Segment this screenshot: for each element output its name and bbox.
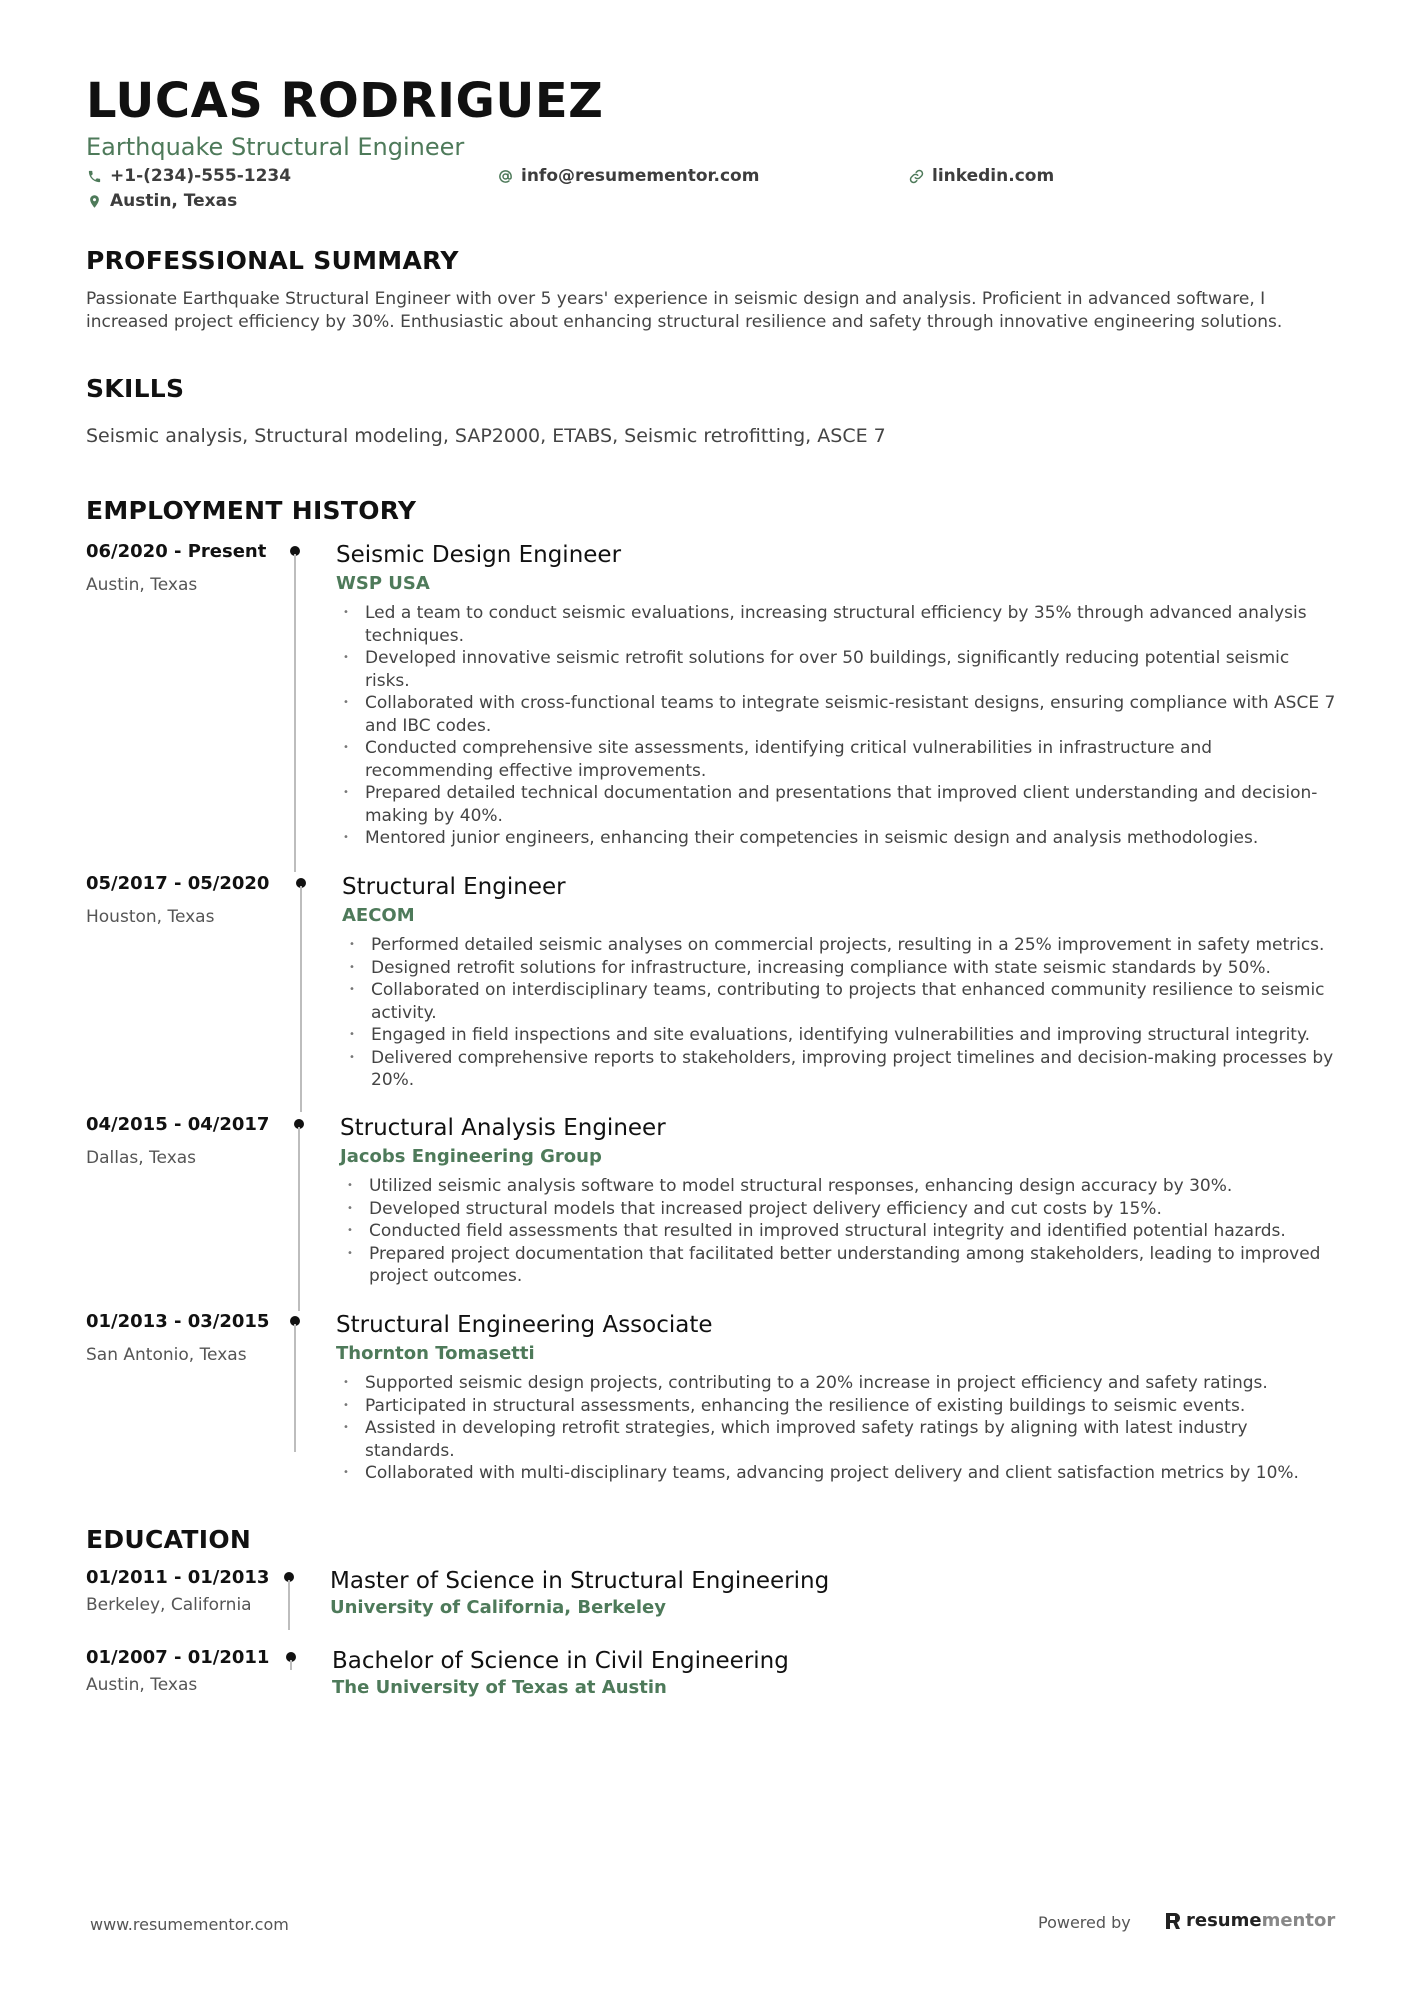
job-date: 01/2013 - 03/2015 bbox=[86, 1311, 270, 1332]
job-title: Seismic Design Engineer bbox=[336, 542, 622, 568]
list-item: • Conducted field assessments that resulted in improved structural integrity and identified potential hazards. bbox=[340, 1220, 1340, 1243]
timeline-line bbox=[288, 1580, 290, 1630]
education-details bbox=[332, 1646, 1332, 1700]
brand-logo bbox=[1164, 1908, 1335, 1934]
list-item: • Assisted in developing retrofit strategies, which improved safety ratings by aligning with latest industry standards. bbox=[336, 1417, 1336, 1462]
list-item: • Delivered comprehensive reports to stakeholders, improving project timelines and decision-making processes by 20%. bbox=[342, 1047, 1342, 1092]
phone-icon bbox=[86, 168, 103, 185]
contact-phone bbox=[86, 165, 291, 187]
list-item: • Participated in structural assessments, enhancing the resilience of existing buildings to seismic events. bbox=[336, 1395, 1336, 1418]
job-title: Structural Engineering Associate bbox=[336, 1312, 713, 1338]
summary-line: increased project efficiency by 30%. Enthusiastic about enhancing structural resilience and safety through innovative engineering solutions. bbox=[86, 311, 1283, 332]
summary-heading: PROFESSIONAL SUMMARY bbox=[86, 246, 459, 275]
brand-name-part2: mentor bbox=[1261, 1910, 1336, 1931]
job-location: Dallas, Texas bbox=[86, 1148, 197, 1168]
location-text: Austin, Texas bbox=[110, 191, 238, 211]
job-meta bbox=[86, 540, 286, 596]
job-bullets bbox=[340, 1175, 1340, 1288]
link-icon bbox=[908, 168, 925, 185]
skills-heading: SKILLS bbox=[86, 374, 185, 403]
job-bullets bbox=[336, 602, 1336, 850]
education-meta bbox=[86, 1646, 286, 1696]
job-title: Structural Engineer bbox=[342, 874, 566, 900]
education-location: Austin, Texas bbox=[86, 1675, 198, 1695]
footer-url[interactable]: www.resumementor.com bbox=[90, 1915, 289, 1934]
job-meta bbox=[86, 1310, 286, 1366]
list-item: • Prepared detailed technical documentation and presentations that improved client understanding and decision-making by 40%. bbox=[336, 782, 1336, 827]
job-date: 06/2020 - Present bbox=[86, 541, 267, 562]
list-item: • Mentored junior engineers, enhancing their competencies in seismic design and analysis methodologies. bbox=[336, 827, 1336, 850]
job-title: Structural Analysis Engineer bbox=[340, 1115, 666, 1141]
job-bullets bbox=[342, 934, 1342, 1092]
job-meta bbox=[86, 1113, 286, 1169]
job-details bbox=[340, 1113, 1340, 1288]
education-meta bbox=[86, 1566, 286, 1616]
list-item: • Engaged in field inspections and site evaluations, identifying vulnerabilities and improving structural integrity. bbox=[342, 1024, 1342, 1047]
education-details bbox=[330, 1566, 1330, 1620]
list-item: • Collaborated on interdisciplinary teams, contributing to projects that enhanced community resilience to seismic activity. bbox=[342, 979, 1342, 1024]
phone-text: +1-(234)-555-1234 bbox=[110, 166, 292, 186]
timeline-line bbox=[300, 886, 302, 1112]
school-name: University of California, Berkeley bbox=[330, 1597, 666, 1618]
powered-by-label: Powered by bbox=[1038, 1913, 1131, 1932]
school-name: The University of Texas at Austin bbox=[332, 1677, 667, 1698]
summary-line: Passionate Earthquake Structural Engineer with over 5 years' experience in seismic design and analysis. Proficient in advanced software, I bbox=[86, 289, 1266, 309]
list-item: • Collaborated with multi-disciplinary teams, advancing project delivery and client satisfaction metrics by 10%. bbox=[336, 1462, 1336, 1485]
timeline-line bbox=[290, 1660, 292, 1670]
contact-email[interactable] bbox=[497, 165, 759, 187]
summary-text bbox=[86, 288, 1326, 333]
contact-location bbox=[86, 190, 237, 212]
brand-name-part1: resume bbox=[1186, 1910, 1262, 1931]
job-company: AECOM bbox=[342, 905, 415, 926]
location-pin-icon bbox=[86, 193, 103, 210]
list-item: • Supported seismic design projects, contributing to a 20% increase in project efficiency and safety ratings. bbox=[336, 1372, 1336, 1395]
education-location: Berkeley, California bbox=[86, 1595, 252, 1615]
list-item: • Utilized seismic analysis software to model structural responses, enhancing design accuracy by 30%. bbox=[340, 1175, 1340, 1198]
linkedin-text[interactable]: linkedin.com bbox=[932, 166, 1055, 186]
job-details bbox=[336, 1310, 1336, 1485]
job-location: San Antonio, Texas bbox=[86, 1345, 247, 1365]
contact-info bbox=[86, 165, 1326, 217]
list-item: • Performed detailed seismic analyses on commercial projects, resulting in a 25% improvement in safety metrics. bbox=[342, 934, 1342, 957]
job-bullets bbox=[336, 1372, 1336, 1485]
job-date: 05/2017 - 05/2020 bbox=[86, 873, 270, 894]
list-item: • Developed innovative seismic retrofit solutions for over 50 buildings, significantly reducing potential seismic risks. bbox=[336, 647, 1336, 692]
candidate-role: Earthquake Structural Engineer bbox=[86, 133, 465, 161]
candidate-name: LUCAS RODRIGUEZ bbox=[86, 73, 604, 129]
job-company: WSP USA bbox=[336, 573, 430, 594]
degree-title: Bachelor of Science in Civil Engineering bbox=[332, 1648, 789, 1674]
job-location: Houston, Texas bbox=[86, 907, 215, 927]
timeline-line bbox=[294, 1324, 296, 1452]
degree-title: Master of Science in Structural Engineering bbox=[330, 1568, 830, 1594]
list-item: • Conducted comprehensive site assessments, identifying critical vulnerabilities in infrastructure and recommending effective improvements. bbox=[336, 737, 1336, 782]
list-item: • Developed structural models that increased project delivery efficiency and cut costs by 15%. bbox=[340, 1198, 1340, 1221]
at-sign-icon bbox=[497, 168, 514, 185]
job-details bbox=[342, 872, 1342, 1092]
education-date: 01/2007 - 01/2011 bbox=[86, 1647, 270, 1668]
job-meta bbox=[86, 872, 286, 928]
contact-linkedin[interactable] bbox=[908, 165, 1054, 187]
job-location: Austin, Texas bbox=[86, 575, 198, 595]
list-item: • Led a team to conduct seismic evaluations, increasing structural efficiency by 35% through advanced analysis techniques. bbox=[336, 602, 1336, 647]
timeline-line bbox=[298, 1127, 300, 1311]
education-heading: EDUCATION bbox=[86, 1525, 252, 1554]
job-company: Jacobs Engineering Group bbox=[340, 1146, 602, 1167]
job-date: 04/2015 - 04/2017 bbox=[86, 1114, 270, 1135]
skills-list: Seismic analysis, Structural modeling, SAP2000, ETABS, Seismic retrofitting, ASCE 7 bbox=[86, 425, 886, 447]
resumementor-logo-icon bbox=[1164, 1911, 1181, 1931]
employment-heading: EMPLOYMENT HISTORY bbox=[86, 496, 417, 525]
timeline-line bbox=[294, 554, 296, 872]
list-item: • Designed retrofit solutions for infrastructure, increasing compliance with state seismic standards by 50%. bbox=[342, 957, 1342, 980]
education-date: 01/2011 - 01/2013 bbox=[86, 1567, 270, 1588]
resume-header bbox=[86, 70, 1326, 162]
job-company: Thornton Tomasetti bbox=[336, 1343, 535, 1364]
job-details bbox=[336, 540, 1336, 850]
list-item: • Collaborated with cross-functional teams to integrate seismic-resistant designs, ensuring compliance with ASCE 7 and IBC codes. bbox=[336, 692, 1336, 737]
list-item: • Prepared project documentation that facilitated better understanding among stakeholders, leading to improved project outcomes. bbox=[340, 1243, 1340, 1288]
email-text[interactable]: info@resumementor.com bbox=[521, 166, 760, 186]
